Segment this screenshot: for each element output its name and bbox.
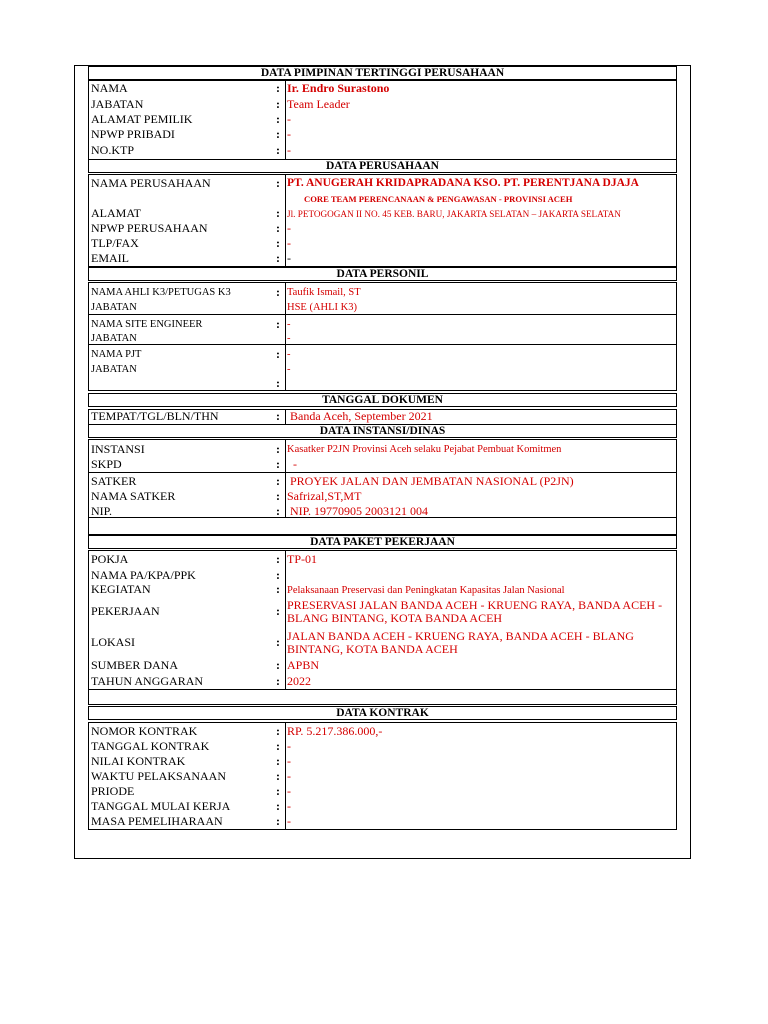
label-tanggal-mulai-kerja: TANGGAL MULAI KERJA [91, 799, 231, 813]
value-satker: PROYEK JALAN DAN JEMBATAN NASIONAL (P2JN) [290, 474, 574, 488]
label-sumber-dana: SUMBER DANA [91, 658, 179, 672]
colon: : [276, 799, 280, 813]
value-nama-perusahaan: PT. ANUGERAH KRIDAPRADANA KSO. PT. PERENTJANA DJAJA [287, 177, 639, 189]
label-nama-satker: NAMA SATKER [91, 489, 176, 503]
label-npwp-pribadi: NPWP PRIBADI [91, 127, 175, 141]
colon: : [276, 251, 280, 265]
value-nilai-kontrak: - [287, 754, 291, 768]
empty-row [88, 689, 677, 705]
value-nomor-kontrak: RP. 5.217.386.000,- [287, 724, 383, 738]
section-header-perusahaan: DATA PERUSAHAAN [88, 159, 677, 173]
colon: : [276, 635, 280, 649]
label-alamat: ALAMAT [91, 206, 141, 220]
colon: : [276, 236, 280, 250]
label-nama-site-engineer: NAMA SITE ENGINEER [91, 319, 203, 330]
colon: : [276, 81, 280, 95]
label-nama-pa-kpa-ppk: NAMA PA/KPA/PPK [91, 568, 196, 582]
label-nama-perusahaan: NAMA PERUSAHAAN [91, 176, 211, 190]
colon: : [276, 724, 280, 738]
label-tempat-tgl: TEMPAT/TGL/BLN/THN [91, 409, 219, 423]
company-subtitle: CORE TEAM PERENCANAAN & PENGAWASAN - PROVINSI ACEH [304, 194, 573, 204]
section-header-personil: DATA PERSONIL [88, 267, 677, 281]
value-tanggal-kontrak: - [287, 739, 291, 753]
colon: : [276, 112, 280, 126]
colon: : [276, 568, 280, 582]
label-alamat-pemilik: ALAMAT PEMILIK [91, 112, 193, 126]
label-email: EMAIL [91, 251, 129, 265]
value-npwp-pribadi: - [287, 127, 291, 141]
colon: : [276, 206, 280, 220]
value-nip: NIP. 19770905 2003121 004 [290, 504, 429, 518]
label-nip: NIP. [91, 504, 113, 518]
value-pekerjaan: PRESERVASI JALAN BANDA ACEH - KRUENG RAYA, BANDA ACEH - BLANG BINTANG, KOTA BANDA ACEH [287, 598, 663, 625]
value-alamat-pemilik: - [287, 112, 291, 126]
colon: : [276, 769, 280, 783]
colon: : [276, 143, 280, 157]
colon: : [276, 582, 280, 596]
label-tlp-fax: TLP/FAX [91, 236, 139, 250]
label-masa-pemeliharaan: MASA PEMELIHARAAN [91, 814, 223, 828]
value-sumber-dana: APBN [287, 658, 320, 672]
label-jabatan-k3: JABATAN [91, 302, 137, 313]
label-tahun-anggaran: TAHUN ANGGARAN [91, 674, 204, 688]
colon: : [276, 552, 280, 566]
value-tanggal-mulai-kerja: - [287, 799, 291, 813]
value-masa-pemeliharaan: - [287, 814, 291, 828]
colon: : [276, 674, 280, 688]
value-pokja: TP-01 [287, 552, 317, 566]
label-skpd: SKPD [91, 457, 122, 471]
column-divider [285, 282, 286, 391]
value-waktu-pelaksanaan: - [287, 769, 291, 783]
value-nama-site-engineer: - [287, 319, 291, 330]
value-jabatan-k3: HSE (AHLI K3) [287, 302, 357, 313]
value-no-ktp: - [287, 143, 291, 157]
colon: : [276, 658, 280, 672]
label-pokja: POKJA [91, 552, 129, 566]
colon: : [276, 127, 280, 141]
value-lokasi: JALAN BANDA ACEH - KRUENG RAYA, BANDA ACEH - BLANG BINTANG, KOTA BANDA ACEH [287, 629, 634, 656]
colon: : [276, 221, 280, 235]
label-instansi: INSTANSI [91, 442, 145, 456]
value-tlp-fax: - [287, 236, 291, 250]
value-jabatan-pjt: - [287, 364, 291, 375]
value-nama-pjt: - [287, 349, 291, 360]
section-box-instansi-3 [88, 517, 677, 535]
column-divider [285, 409, 286, 425]
section-header-kontrak: DATA KONTRAK [88, 706, 677, 720]
label-pekerjaan: PEKERJAAN [91, 604, 160, 618]
colon: : [276, 754, 280, 768]
label-jabatan-pjt: JABATAN [91, 364, 137, 375]
colon: : [276, 489, 280, 503]
colon: : [276, 739, 280, 753]
colon: : [276, 347, 280, 361]
label-npwp-perusahaan: NPWP PERUSAHAAN [91, 221, 208, 235]
section-header-tanggal: TANGGAL DOKUMEN [88, 393, 677, 407]
label-jabatan-se: JABATAN [91, 333, 137, 344]
value-nama: Ir. Endro Surastono [287, 81, 390, 95]
colon: : [276, 409, 280, 423]
colon: : [276, 97, 280, 111]
label-nama: NAMA [91, 81, 128, 95]
value-kegiatan: Pelaksanaan Preservasi dan Peningkatan Kapasitas Jalan Nasional [287, 585, 565, 596]
value-skpd: - [293, 457, 297, 471]
value-alamat: Jl. PETOGOGAN II NO. 45 KEB. BARU, JAKARTA SELATAN – JAKARTA SELATAN [287, 209, 621, 219]
column-divider [285, 550, 286, 690]
value-jabatan: Team Leader [287, 97, 350, 111]
colon: : [276, 457, 280, 471]
label-kegiatan: KEGIATAN [91, 582, 151, 596]
colon: : [276, 376, 280, 390]
section-header-paket: DATA PAKET PEKERJAAN [88, 535, 677, 549]
label-no-ktp: NO.KTP [91, 143, 135, 157]
column-divider [285, 174, 286, 267]
column-divider [285, 80, 286, 160]
colon: : [276, 814, 280, 828]
value-priode: - [287, 784, 291, 798]
label-nomor-kontrak: NOMOR KONTRAK [91, 724, 198, 738]
label-waktu-pelaksanaan: WAKTU PELAKSANAAN [91, 769, 226, 783]
value-tempat-tgl: Banda Aceh, September 2021 [290, 409, 433, 423]
colon: : [276, 317, 280, 331]
label-nama-ahli-k3: NAMA AHLI K3/PETUGAS K3 [91, 287, 231, 298]
label-jabatan: JABATAN [91, 97, 144, 111]
column-divider [285, 722, 286, 830]
value-nama-ahli-k3: Taufik Ismail, ST [287, 287, 361, 298]
colon: : [276, 784, 280, 798]
section-header-pimpinan: DATA PIMPINAN TERTINGGI PERUSAHAAN [88, 66, 677, 80]
column-divider [285, 439, 286, 518]
section-box-personil-pjt [88, 344, 677, 391]
colon: : [276, 504, 280, 518]
value-email: - [287, 251, 291, 265]
label-priode: PRIODE [91, 784, 135, 798]
colon: : [276, 474, 280, 488]
colon: : [276, 285, 280, 299]
colon: : [276, 442, 280, 456]
label-tanggal-kontrak: TANGGAL KONTRAK [91, 739, 210, 753]
value-npwp-perusahaan: - [287, 221, 291, 235]
value-tahun-anggaran: 2022 [287, 674, 311, 688]
colon: : [276, 176, 280, 190]
label-lokasi: LOKASI [91, 635, 135, 649]
value-nama-satker: Safrizal,ST,MT [287, 489, 362, 503]
label-nama-pjt: NAMA PJT [91, 349, 142, 360]
value-jabatan-se: - [287, 333, 291, 344]
colon: : [276, 604, 280, 618]
label-satker: SATKER [91, 474, 137, 488]
section-header-instansi: DATA INSTANSI/DINAS [88, 424, 677, 438]
label-nilai-kontrak: NILAI KONTRAK [91, 754, 186, 768]
value-instansi: Kasatker P2JN Provinsi Aceh selaku Pejabat Pembuat Komitmen [287, 444, 562, 455]
